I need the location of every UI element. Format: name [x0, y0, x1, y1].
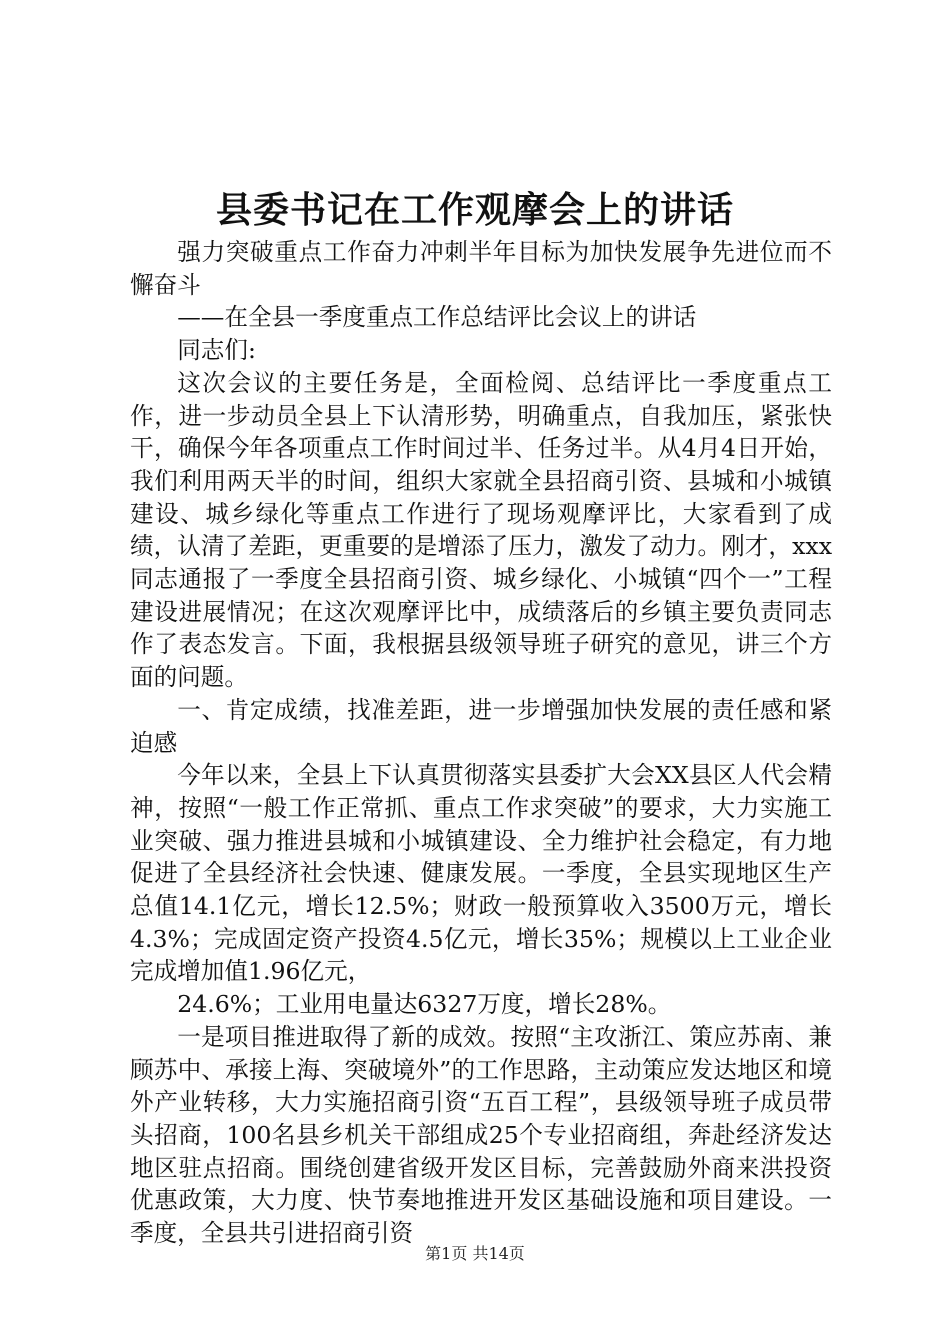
document-body — [130, 236, 832, 1250]
body-paragraph: 今年以来，全县上下认真贯彻落实县委扩大会XX县区人代会精神，按照“一般工作正常抓、重点工作求突破”的要求，大力实施工业突破、强力推进县城和小城镇建设、全力维护社会稳定，有力地促进了全县经济社会快速、健康发展。一季度，全县实现地区生产总值14.1亿元，增长12.5%；财政一般预算收入3500万元，增长4.3%；完成固定资产投资4.5亿元，增长35%；规模以上工业企业完成增加值1.96亿元， — [130, 761, 832, 986]
document-title: 县委书记在工作观摩会上的讲话 — [215, 189, 734, 231]
section-heading-paragraph: 一、肯定成绩，找准差距，进一步增强加快发展的责任感和紧迫感 — [130, 695, 832, 757]
body-paragraph: 24.6%；工业用电量达6327万度，增长28%。 — [177, 990, 672, 1019]
salutation-paragraph: 同志们: — [177, 336, 256, 365]
subtitle-paragraph: 强力突破重点工作奋力冲刺半年目标为加快发展争先进位而不懈奋斗 — [130, 238, 832, 299]
page-number-footer: 第1页 共14页 — [425, 1244, 525, 1263]
body-paragraph: 这次会议的主要任务是，全面检阅、总结评比一季度重点工作，进一步动员全县上下认清形势，明确重点，自我加压，紧张快干，确保今年各项重点工作时间过半、任务过半。从4月4日开始，我们利用两天半的时间，组织大家就全县招商引资、县城和小城镇建设、城乡绿化等重点工作进行了现场观摩评比，大家看到了成绩，认清了差距，更重要的是增添了压力，激发了动力。刚才，xxx同志通报了一季度全县招商引资、城乡绿化、小城镇“四个一”工程建设进展情况；在这次观摩评比中，成绩落后的乡镇主要负责同志作了表态发言。下面，我根据县级领导班子研究的意见，讲三个方面的问题。 — [130, 368, 832, 692]
body-paragraph: 一是项目推进取得了新的成效。按照“主攻浙江、策应苏南、兼顾苏中、承接上海、突破境外”的工作思路，主动策应发达地区和境外产业转移，大力实施招商引资“五百工程”，县级领导班子成员带头招商，100名县乡机关干部组成25个专业招商组，奔赴经济发达地区驻点招商。围绕创建省级开发区目标，完善鼓励外商来洪投资优惠政策，大力度、快节奏地推进开发区基础设施和项目建设。一季度，全县共引进招商引资 — [130, 1022, 832, 1248]
subtitle-note-paragraph: ——在全县一季度重点工作总结评比会议上的讲话 — [177, 303, 697, 332]
